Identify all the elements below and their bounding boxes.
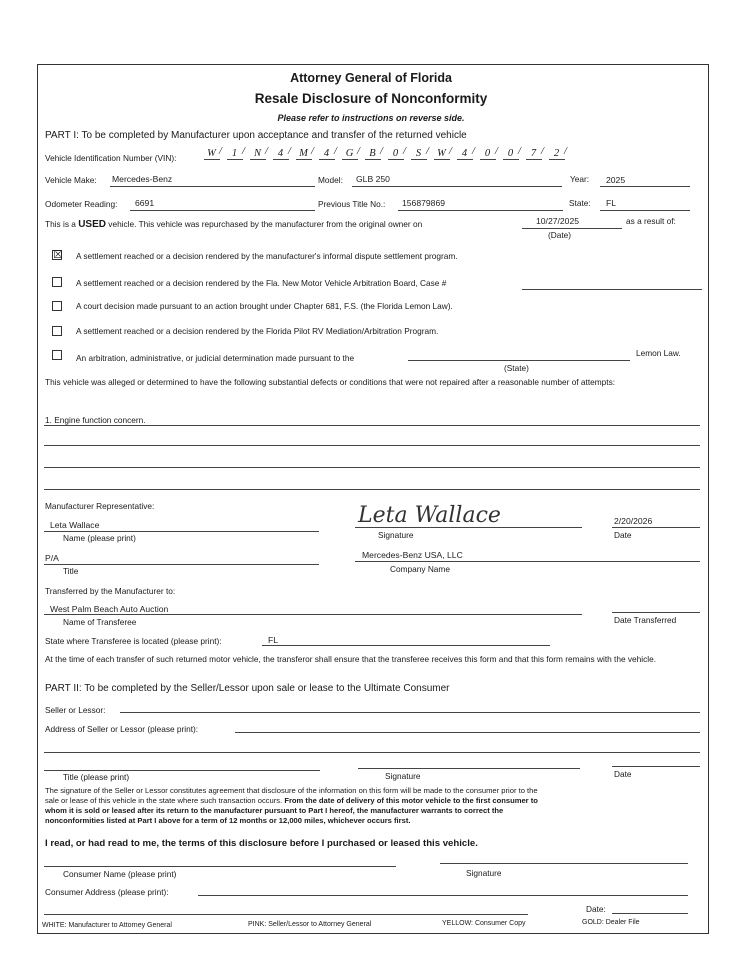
vin-separator: /: [219, 146, 223, 157]
rep-date-value[interactable]: 2/20/2026: [614, 516, 653, 526]
vin-separator: /: [495, 146, 499, 157]
option-3-text: A court decision made pursuant to an action brought under Chapter 681, F.S. (the Florida Lemon Law).: [76, 301, 453, 311]
seller-date-underline[interactable]: [612, 766, 700, 767]
form-title: Resale Disclosure of Nonconformity: [254, 91, 488, 106]
part2-heading: PART II: To be completed by the Seller/Lessor upon sale or lease to the Ultimate Consumer: [45, 683, 450, 694]
consumer-date-underline[interactable]: [612, 913, 688, 914]
model-underline: [352, 186, 562, 187]
read-statement: I read, or had read to me, the terms of this disclosure before I purchased or leased this vehicle.: [45, 838, 478, 849]
year-value[interactable]: 2025: [606, 175, 626, 185]
footer-pink-copy: PINK: Seller/Lessor to Attorney General: [248, 921, 372, 928]
vin-character: 1: [227, 148, 243, 160]
state-label: State:: [569, 198, 591, 208]
vin-separator: /: [380, 146, 384, 157]
make-underline: [110, 186, 315, 187]
instructions-note: Please refer to instructions on reverse side.: [277, 113, 465, 123]
vin-character: W: [204, 148, 220, 160]
prev-title-value[interactable]: 156879869: [402, 198, 446, 208]
defect-line-3: [44, 467, 700, 468]
state-name-underline: [408, 360, 630, 361]
vin-characters: [204, 146, 584, 166]
repurchase-date-underline: [522, 228, 622, 229]
transferee-state-value[interactable]: FL: [268, 635, 279, 645]
seller-date-caption: Date: [614, 769, 632, 779]
used-vehicle-statement: This is a USED vehicle. This vehicle was repurchased by the manufacturer from the original owner on: [45, 219, 423, 230]
rep-title-underline: [44, 564, 319, 565]
vin-character: W: [434, 148, 450, 160]
transferee-state-label: State where Transferee is located (please print):: [45, 636, 222, 646]
date-caption: (Date): [548, 230, 572, 240]
consumer-address-underline-2[interactable]: [44, 914, 528, 915]
consumer-signature-caption: Signature: [466, 868, 502, 878]
seller-signature-caption: Signature: [385, 771, 421, 781]
vin-separator: /: [357, 146, 361, 157]
vin-character: 4: [457, 148, 473, 160]
date-transferred-underline: [612, 612, 700, 613]
rep-name-caption: Name (please print): [63, 533, 136, 543]
seller-title-underline[interactable]: [44, 770, 320, 771]
rep-name-underline: [44, 531, 319, 532]
consumer-address-underline[interactable]: [198, 895, 688, 896]
vin-separator: /: [449, 146, 453, 157]
vin-character: 4: [319, 148, 335, 160]
odometer-underline: [130, 210, 315, 211]
vin-character: M: [296, 148, 312, 160]
seller-address-label: Address of Seller or Lessor (please print):: [45, 724, 199, 734]
vin-character: 0: [503, 148, 519, 160]
rep-date-caption: Date: [614, 530, 632, 540]
company-caption: Company Name: [390, 564, 450, 574]
seller-underline[interactable]: [120, 712, 700, 713]
option-3-checkbox[interactable]: [52, 301, 62, 311]
vin-character: N: [250, 148, 266, 160]
vin-separator: /: [242, 146, 246, 157]
vin-character: 4: [273, 148, 289, 160]
defect-line-4: [44, 489, 700, 490]
defect-line-2: [44, 445, 700, 446]
rep-signature-caption: Signature: [378, 530, 414, 540]
option-4-text: A settlement reached or a decision rendered by the Florida Pilot RV Mediation/Arbitration Program.: [76, 326, 439, 336]
odometer-value[interactable]: 6691: [135, 198, 155, 208]
transferee-underline: [44, 614, 582, 615]
odometer-label: Odometer Reading:: [45, 199, 118, 209]
consumer-address-label: Consumer Address (please print):: [45, 887, 169, 897]
option-5-checkbox[interactable]: [52, 350, 62, 360]
case-number-underline: [522, 289, 702, 290]
option-2-text: A settlement reached or a decision rendered by the Fla. New Motor Vehicle Arbitration Board, Case #: [76, 278, 447, 288]
date-transferred-caption: Date Transferred: [614, 615, 677, 625]
company-value[interactable]: Mercedes-Benz USA, LLC: [362, 550, 463, 560]
option-5-text: An arbitration, administrative, or judicial determination made pursuant to the: [76, 353, 355, 363]
transferee-state-underline: [262, 645, 550, 646]
make-value[interactable]: Mercedes-Benz: [112, 174, 173, 184]
vin-separator: /: [311, 146, 315, 157]
vin-character: 0: [388, 148, 404, 160]
seller-label: Seller or Lessor:: [45, 705, 106, 715]
vin-separator: /: [265, 146, 269, 157]
vin-character: B: [365, 148, 381, 160]
vin-character: 7: [526, 148, 542, 160]
seller-title-caption: Title (please print): [63, 772, 130, 782]
transferred-label: Transferred by the Manufacturer to:: [45, 586, 176, 596]
rep-name-value[interactable]: Leta Wallace: [50, 520, 100, 530]
year-label: Year:: [570, 174, 590, 184]
mfr-rep-label: Manufacturer Representative:: [45, 501, 155, 511]
vin-separator: /: [334, 146, 338, 157]
state-value[interactable]: FL: [606, 198, 617, 208]
agreement-paragraph: The signature of the Seller or Lessor constitutes agreement that disclosure of the information on this form will be made to the consumer prior to the sale or lease of this vehicle in the state where such transaction occurs. From the date of delivery of this motor vehicle to the first consumer to whom it is sold or leased after its return to the manufacturer pursuant to Part I hereof, the manufacturer warrants to correct the nonconformities listed at Part I above for a term of 12 months or 12,000 miles, whichever occurs first.: [45, 786, 538, 825]
footer-white-copy: WHITE: Manufacturer to Attorney General: [42, 922, 172, 929]
option-1-text: A settlement reached or a decision rendered by the manufacturer's informal dispute settlement program.: [76, 251, 458, 261]
seller-signature-underline[interactable]: [358, 768, 580, 769]
vin-separator: /: [541, 146, 545, 157]
vin-label: Vehicle Identification Number (VIN):: [45, 153, 177, 163]
vin-separator: /: [564, 146, 568, 157]
model-value[interactable]: GLB 250: [356, 174, 390, 184]
consumer-name-underline[interactable]: [44, 866, 396, 867]
model-label: Model:: [318, 175, 343, 185]
form-agency-title: Attorney General of Florida: [290, 71, 452, 85]
seller-address-underline-1[interactable]: [235, 732, 700, 733]
consumer-name-caption: Consumer Name (please print): [63, 869, 177, 879]
vin-separator: /: [288, 146, 292, 157]
year-underline: [600, 186, 690, 187]
defect-line-1: [44, 425, 700, 426]
vin-separator: /: [518, 146, 522, 157]
result-label: as a result of:: [626, 216, 676, 226]
vin-character: 0: [480, 148, 496, 160]
rep-title-caption: Title: [63, 566, 79, 576]
make-label: Vehicle Make:: [45, 175, 97, 185]
repurchase-date-value[interactable]: 10/27/2025: [536, 216, 580, 226]
vin-separator: /: [472, 146, 476, 157]
vin-separator: /: [403, 146, 407, 157]
prev-title-underline: [398, 210, 563, 211]
defects-intro: This vehicle was alleged or determined to have the following substantial defects or conditions that were not repaired after a reasonable number of attempts:: [45, 377, 616, 387]
transferee-caption: Name of Transferee: [63, 617, 137, 627]
option-2-checkbox[interactable]: [52, 277, 62, 287]
vin-character: S: [411, 148, 427, 160]
prev-title-label: Previous Title No.:: [318, 199, 386, 209]
vin-character: G: [342, 148, 358, 160]
seller-address-underline-2[interactable]: [44, 752, 700, 753]
consumer-date-label: Date:: [586, 904, 606, 914]
consumer-signature-underline[interactable]: [440, 863, 688, 864]
company-underline: [355, 561, 700, 562]
footer-gold-copy: GOLD: Dealer File: [582, 919, 640, 926]
rep-date-underline: [612, 527, 700, 528]
rep-signature: Leta Wallace: [358, 503, 501, 528]
transferee-value[interactable]: West Palm Beach Auto Auction: [50, 604, 169, 614]
part1-heading: PART I: To be completed by Manufacturer upon acceptance and transfer of the returned vehicle: [45, 130, 467, 141]
option-4-checkbox[interactable]: [52, 326, 62, 336]
rep-signature-underline: [355, 527, 582, 528]
rep-title-value[interactable]: P/A: [45, 553, 59, 563]
footer-yellow-copy: YELLOW: Consumer Copy: [442, 920, 526, 927]
lemon-law-label: Lemon Law.: [636, 348, 681, 358]
state-caption: (State): [504, 363, 529, 373]
option-1-checkbox[interactable]: ☒: [53, 249, 63, 261]
vin-separator: /: [426, 146, 430, 157]
vin-field[interactable]: [204, 146, 584, 166]
defect-1-text[interactable]: 1. Engine function concern.: [45, 415, 146, 425]
transfer-notice: At the time of each transfer of such returned motor vehicle, the transferor shall ensure that the transferee receives this form and that this form remains with the vehicle.: [45, 654, 657, 664]
state-underline: [600, 210, 690, 211]
vin-character: 2: [549, 148, 565, 160]
